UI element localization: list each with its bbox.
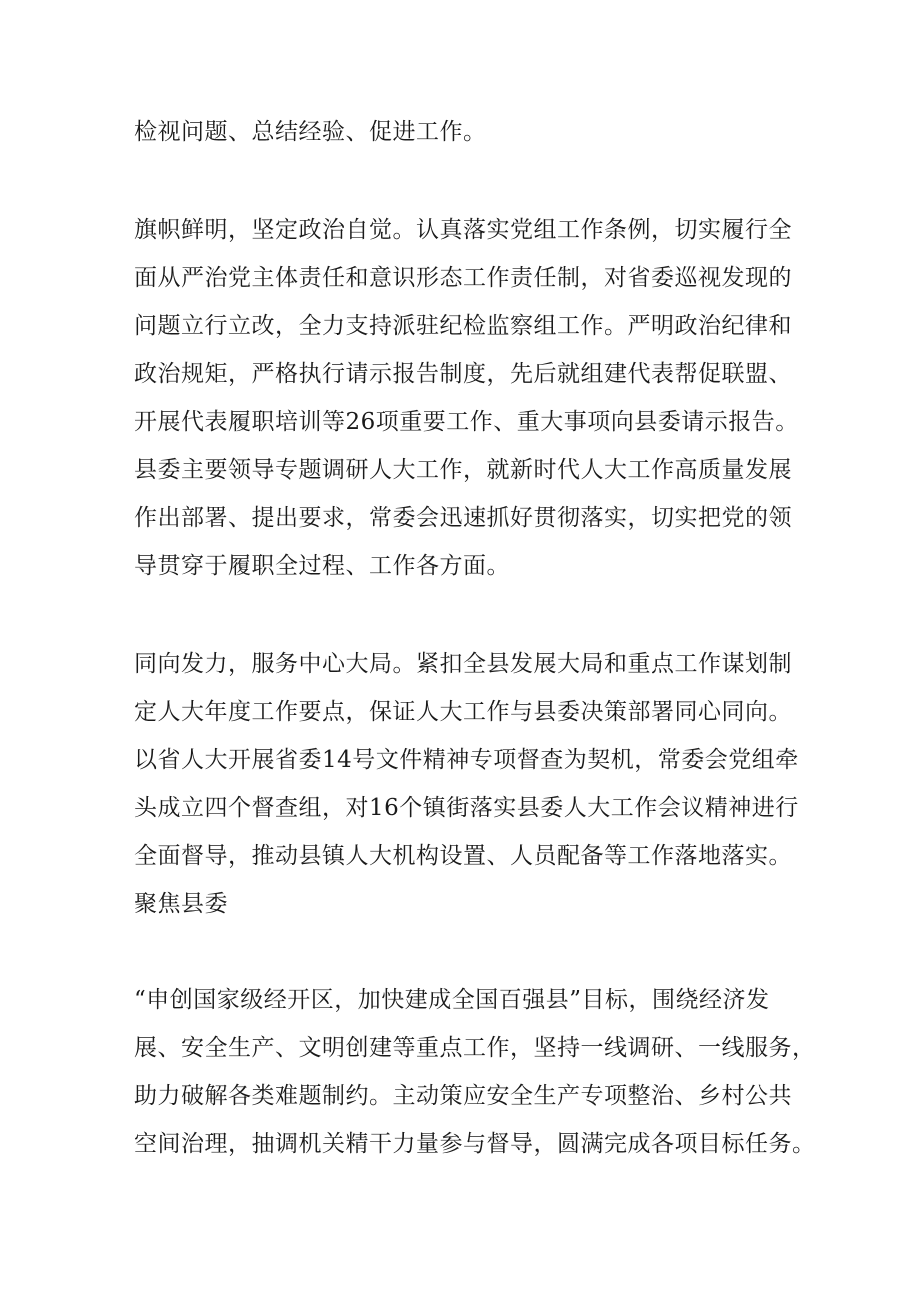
paragraph-line: 全面督导，推动县镇人大机构设置、人员配备等工作落地落实。 <box>134 843 792 869</box>
paragraph-line: 开展代表履职培训等26项重要工作、重大事项向县委请示报告。 <box>134 409 799 435</box>
paragraph-line: 聚焦县委 <box>134 891 228 917</box>
paragraph-line: 作出部署、提出要求，常委会迅速抓好贯彻落实，切实把党的领 <box>134 505 792 531</box>
paragraph-line: 定人大年度工作要点，保证人大工作与县委决策部署同心同向。 <box>134 699 792 725</box>
paragraph-line: 同向发力，服务中心大局。紧扣全县发展大局和重点工作谋划制 <box>134 651 792 677</box>
paragraph-line: 空间治理，抽调机关精干力量参与督导，圆满完成各项目标任务。 <box>134 1131 816 1157</box>
paragraph-line: 县委主要领导专题调研人大工作，就新时代人大工作高质量发展 <box>134 457 792 483</box>
paragraph-line: 导贯穿于履职全过程、工作各方面。 <box>134 553 510 579</box>
paragraph-line: 展、安全生产、文明创建等重点工作，坚持一线调研、一线服务， <box>134 1035 816 1061</box>
paragraph-line: 以省人大开展省委14号文件精神专项督查为契机，常委会党组牵 <box>134 747 799 773</box>
paragraph-line: 面从严治党主体责任和意识形态工作责任制，对省委巡视发现的 <box>134 265 792 291</box>
paragraph-line: 旗帜鲜明，坚定政治自觉。认真落实党组工作条例，切实履行全 <box>134 217 792 243</box>
paragraph-line: 助力破解各类难题制约。主动策应安全生产专项整治、乡村公共 <box>134 1083 792 1109</box>
paragraph-line: 头成立四个督查组，对16个镇街落实县委人大工作会议精神进行 <box>134 795 799 821</box>
paragraph-line: “申创国家级经开区，加快建成全国百强县”目标，围绕经济发 <box>134 987 770 1013</box>
paragraph-line: 问题立行立改，全力支持派驻纪检监察组工作。严明政治纪律和 <box>134 313 792 339</box>
paragraph-line: 政治规矩，严格执行请示报告制度，先后就组建代表帮促联盟、 <box>134 361 792 387</box>
paragraph-line: 检视问题、总结经验、促进工作。 <box>134 119 487 145</box>
